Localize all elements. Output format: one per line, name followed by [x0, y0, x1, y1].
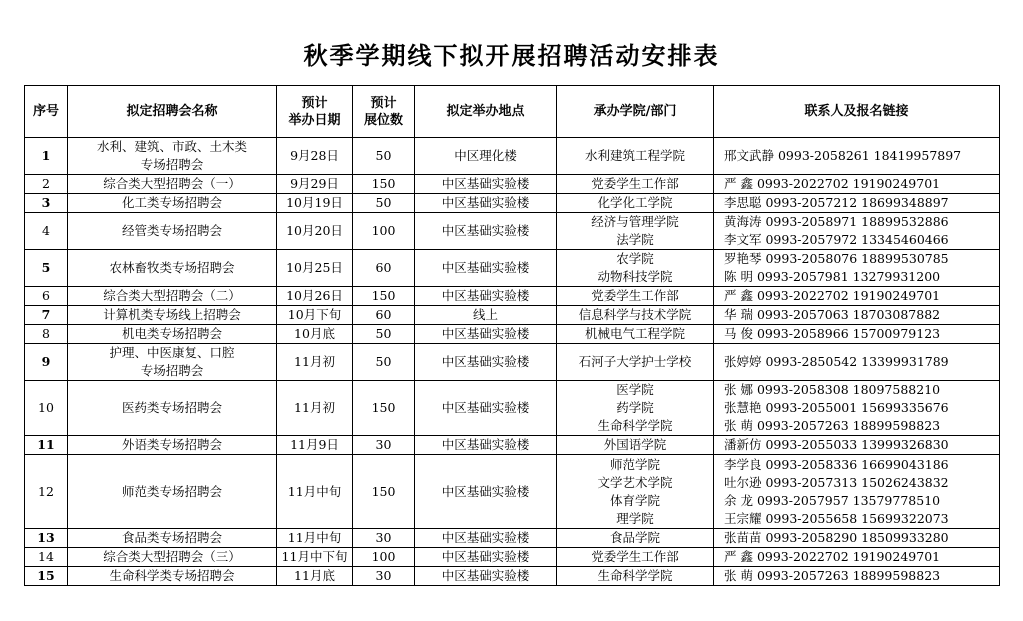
row-number: 9 [25, 344, 68, 381]
fair-name-cell [68, 175, 277, 194]
organizer-name: 党委学生工作部 [591, 549, 679, 564]
table-row [25, 250, 1000, 287]
table-row [25, 436, 1000, 455]
fair-name-cell [68, 194, 277, 213]
fair-place: 中区基础实验楼 [415, 436, 557, 455]
organizer-name: 药学院 [616, 400, 654, 415]
organizer-cell [557, 250, 714, 287]
organizer-name: 水利建筑工程学院 [584, 148, 685, 163]
contact-cell [714, 250, 1000, 287]
organizer-name: 石河子大学护士学校 [578, 354, 692, 369]
header-booths [353, 86, 415, 138]
fair-date: 10月20日 [277, 213, 353, 250]
fair-place: 中区基础实验楼 [415, 213, 557, 250]
organizer-name: 生命科学学院 [597, 568, 673, 583]
fair-name: 护理、中医康复、口腔 [109, 345, 235, 360]
contact-entry: 罗艳琴 0993-2058076 18899530785 [724, 251, 949, 266]
row-number: 8 [25, 325, 68, 344]
header-row [25, 86, 1000, 138]
header-place: 拟定举办地点 [415, 86, 557, 138]
row-number: 13 [25, 529, 68, 548]
organizer-cell [557, 138, 714, 175]
header-org: 承办学院/部门 [557, 86, 714, 138]
contact-cell [714, 306, 1000, 325]
organizer-name: 体育学院 [609, 492, 660, 508]
fair-name: 师范类专场招聘会 [121, 483, 222, 499]
header-date-line2: 举办日期 [288, 112, 341, 128]
organizer-cell [557, 306, 714, 325]
contact-cell [714, 344, 1000, 381]
fair-date: 11月初 [277, 344, 353, 381]
contact-entry: 华 瑞 0993-2057063 18703087882 [724, 307, 941, 322]
header-date [277, 86, 353, 138]
table-row [25, 548, 1000, 567]
contact-entry: 王宗耀 0993-2055658 15699322073 [724, 510, 949, 526]
contact-entry: 严 鑫 0993-2022702 19190249701 [724, 176, 941, 191]
organizer-name: 化学化工学院 [597, 195, 673, 210]
contact-cell [714, 548, 1000, 567]
contact-cell [714, 213, 1000, 250]
table-body [25, 138, 1000, 586]
table-row [25, 567, 1000, 586]
fair-date: 10月底 [277, 325, 353, 344]
organizer-name: 党委学生工作部 [591, 176, 679, 191]
row-number: 3 [25, 194, 68, 213]
fair-name: 化工类专场招聘会 [121, 195, 222, 210]
fair-name-cell [68, 306, 277, 325]
organizer-cell [557, 344, 714, 381]
booth-count: 30 [353, 567, 415, 586]
table-row [25, 529, 1000, 548]
table-row [25, 175, 1000, 194]
page-title: 秋季学期线下拟开展招聘活动安排表 [303, 41, 720, 70]
fair-place: 中区基础实验楼 [415, 548, 557, 567]
header-date-line1: 预计 [301, 95, 328, 111]
booth-count: 50 [353, 325, 415, 344]
organizer-name: 农学院 [616, 251, 654, 266]
table-row [25, 306, 1000, 325]
organizer-name: 信息科学与技术学院 [578, 307, 692, 322]
fair-name-cell [68, 529, 277, 548]
contact-entry: 张 娜 0993-2058308 18097588210 [724, 382, 941, 397]
contact-entry: 余 龙 0993-2057957 13579778510 [724, 492, 941, 508]
row-number: 1 [25, 138, 68, 175]
fair-name-cell [68, 548, 277, 567]
fair-place: 中区基础实验楼 [415, 381, 557, 436]
contact-entry: 张 萌 0993-2057263 18899598823 [724, 418, 941, 433]
row-number: 10 [25, 381, 68, 436]
organizer-name: 机械电气工程学院 [584, 326, 685, 341]
contact-entry: 张苗苗 0993-2058290 18509933280 [724, 530, 949, 545]
organizer-cell [557, 529, 714, 548]
contact-entry: 陈 明 0993-2057981 13279931200 [724, 269, 941, 284]
fair-name-cell [68, 138, 277, 175]
fair-place: 中区基础实验楼 [415, 344, 557, 381]
booth-count: 60 [353, 306, 415, 325]
fair-name: 计算机类专场线上招聘会 [103, 307, 241, 322]
fair-place: 中区基础实验楼 [415, 455, 557, 529]
contact-entry: 李学良 0993-2058336 16699043186 [724, 456, 949, 472]
fair-name: 食品类专场招聘会 [121, 530, 222, 545]
organizer-name: 生命科学学院 [597, 418, 673, 433]
fair-name: 水利、建筑、市政、土木类 [96, 139, 247, 154]
organizer-cell [557, 213, 714, 250]
fair-date: 11月9日 [277, 436, 353, 455]
organizer-cell [557, 325, 714, 344]
fair-name-cell [68, 325, 277, 344]
fair-name-cell [68, 436, 277, 455]
table-row [25, 381, 1000, 436]
contact-cell [714, 175, 1000, 194]
contact-entry: 黄海涛 0993-2058971 18899532886 [724, 214, 949, 229]
booth-count: 30 [353, 436, 415, 455]
fair-name: 专场招聘会 [140, 363, 204, 378]
fair-date: 9月29日 [277, 175, 353, 194]
booth-count: 100 [353, 213, 415, 250]
fair-name-cell [68, 344, 277, 381]
booth-count: 50 [353, 138, 415, 175]
contact-entry: 李思聪 0993-2057212 18699348897 [724, 195, 949, 210]
contact-entry: 李文军 0993-2057972 13345460466 [724, 232, 949, 247]
fair-name: 专场招聘会 [140, 157, 204, 172]
contact-entry: 邢文武静 0993-2058261 18419957897 [724, 148, 962, 163]
fair-name-cell [68, 381, 277, 436]
fair-place: 中区基础实验楼 [415, 175, 557, 194]
contact-cell [714, 567, 1000, 586]
fair-place: 中区基础实验楼 [415, 287, 557, 306]
table-row [25, 287, 1000, 306]
organizer-name: 文学艺术学院 [597, 474, 673, 490]
organizer-cell [557, 175, 714, 194]
fair-date: 11月中下旬 [277, 548, 353, 567]
fair-date: 9月28日 [277, 138, 353, 175]
booth-count: 50 [353, 194, 415, 213]
fair-name: 外语类专场招聘会 [121, 437, 222, 452]
organizer-cell [557, 548, 714, 567]
row-number: 5 [25, 250, 68, 287]
organizer-cell [557, 436, 714, 455]
organizer-cell [557, 381, 714, 436]
contact-cell [714, 436, 1000, 455]
fair-name-cell [68, 567, 277, 586]
organizer-name: 法学院 [616, 232, 654, 247]
header-booths-line2: 展位数 [363, 112, 403, 128]
header-booths-line1: 预计 [370, 95, 397, 111]
table-row [25, 455, 1000, 529]
fair-date: 11月底 [277, 567, 353, 586]
contact-entry: 严 鑫 0993-2022702 19190249701 [724, 549, 941, 564]
contact-entry: 张婷婷 0993-2850542 13399931789 [724, 354, 949, 369]
table-row [25, 213, 1000, 250]
organizer-cell [557, 567, 714, 586]
fair-place: 中区理化楼 [415, 138, 557, 175]
fair-name-cell [68, 213, 277, 250]
contact-entry: 吐尔逊 0993-2057313 15026243832 [724, 474, 949, 490]
header-name: 拟定招聘会名称 [68, 86, 277, 138]
fair-place: 中区基础实验楼 [415, 194, 557, 213]
organizer-name: 食品学院 [609, 530, 660, 545]
table-row [25, 138, 1000, 175]
organizer-name: 理学院 [616, 510, 654, 526]
contact-cell [714, 194, 1000, 213]
fair-date: 10月26日 [277, 287, 353, 306]
contact-cell [714, 138, 1000, 175]
organizer-cell [557, 287, 714, 306]
row-number: 12 [25, 455, 68, 529]
fair-place: 中区基础实验楼 [415, 529, 557, 548]
organizer-name: 党委学生工作部 [591, 288, 679, 303]
fair-name-cell [68, 455, 277, 529]
booth-count: 50 [353, 344, 415, 381]
table-row [25, 344, 1000, 381]
fair-place: 中区基础实验楼 [415, 250, 557, 287]
row-number: 11 [25, 436, 68, 455]
fair-date: 10月下旬 [277, 306, 353, 325]
organizer-cell [557, 455, 714, 529]
fair-name: 经管类专场招聘会 [121, 223, 222, 238]
row-number: 15 [25, 567, 68, 586]
header-contact: 联系人及报名链接 [714, 86, 1000, 138]
row-number: 2 [25, 175, 68, 194]
organizer-name: 师范学院 [609, 456, 660, 472]
fair-name: 综合类大型招聘会（三） [103, 549, 241, 564]
table-row [25, 325, 1000, 344]
fair-place: 线上 [415, 306, 557, 325]
contact-entry: 张慧艳 0993-2055001 15699335676 [724, 400, 949, 415]
table-row [25, 194, 1000, 213]
row-number: 4 [25, 213, 68, 250]
contact-cell [714, 381, 1000, 436]
contact-cell [714, 529, 1000, 548]
booth-count: 30 [353, 529, 415, 548]
row-number: 7 [25, 306, 68, 325]
contact-cell [714, 287, 1000, 306]
fair-date: 10月25日 [277, 250, 353, 287]
fair-date: 11月初 [277, 381, 353, 436]
organizer-name: 动物科技学院 [597, 269, 673, 284]
organizer-name: 外国语学院 [603, 437, 667, 452]
fair-date: 11月中旬 [277, 529, 353, 548]
booth-count: 150 [353, 455, 415, 529]
header-no: 序号 [25, 86, 68, 138]
booth-count: 60 [353, 250, 415, 287]
schedule-table [24, 85, 1000, 586]
fair-name: 综合类大型招聘会（一） [103, 176, 241, 191]
fair-date: 11月中旬 [277, 455, 353, 529]
contact-entry: 潘新仿 0993-2055033 13999326830 [724, 437, 949, 452]
row-number: 14 [25, 548, 68, 567]
organizer-name: 经济与管理学院 [591, 214, 679, 229]
fair-date: 10月19日 [277, 194, 353, 213]
fair-name: 生命科学类专场招聘会 [109, 568, 235, 583]
fair-name: 机电类专场招聘会 [121, 326, 222, 341]
contact-entry: 严 鑫 0993-2022702 19190249701 [724, 288, 941, 303]
fair-name: 医药类专场招聘会 [121, 400, 222, 415]
booth-count: 150 [353, 175, 415, 194]
contact-entry: 马 俊 0993-2058966 15700979123 [724, 326, 941, 341]
booth-count: 100 [353, 548, 415, 567]
fair-name: 综合类大型招聘会（二） [103, 288, 241, 303]
booth-count: 150 [353, 287, 415, 306]
booth-count: 150 [353, 381, 415, 436]
fair-name: 农林畜牧类专场招聘会 [109, 260, 235, 275]
organizer-name: 医学院 [616, 382, 654, 397]
contact-cell [714, 455, 1000, 529]
contact-cell [714, 325, 1000, 344]
fair-place: 中区基础实验楼 [415, 325, 557, 344]
fair-place: 中区基础实验楼 [415, 567, 557, 586]
fair-name-cell [68, 250, 277, 287]
fair-name-cell [68, 287, 277, 306]
row-number: 6 [25, 287, 68, 306]
organizer-cell [557, 194, 714, 213]
contact-entry: 张 萌 0993-2057263 18899598823 [724, 568, 941, 583]
